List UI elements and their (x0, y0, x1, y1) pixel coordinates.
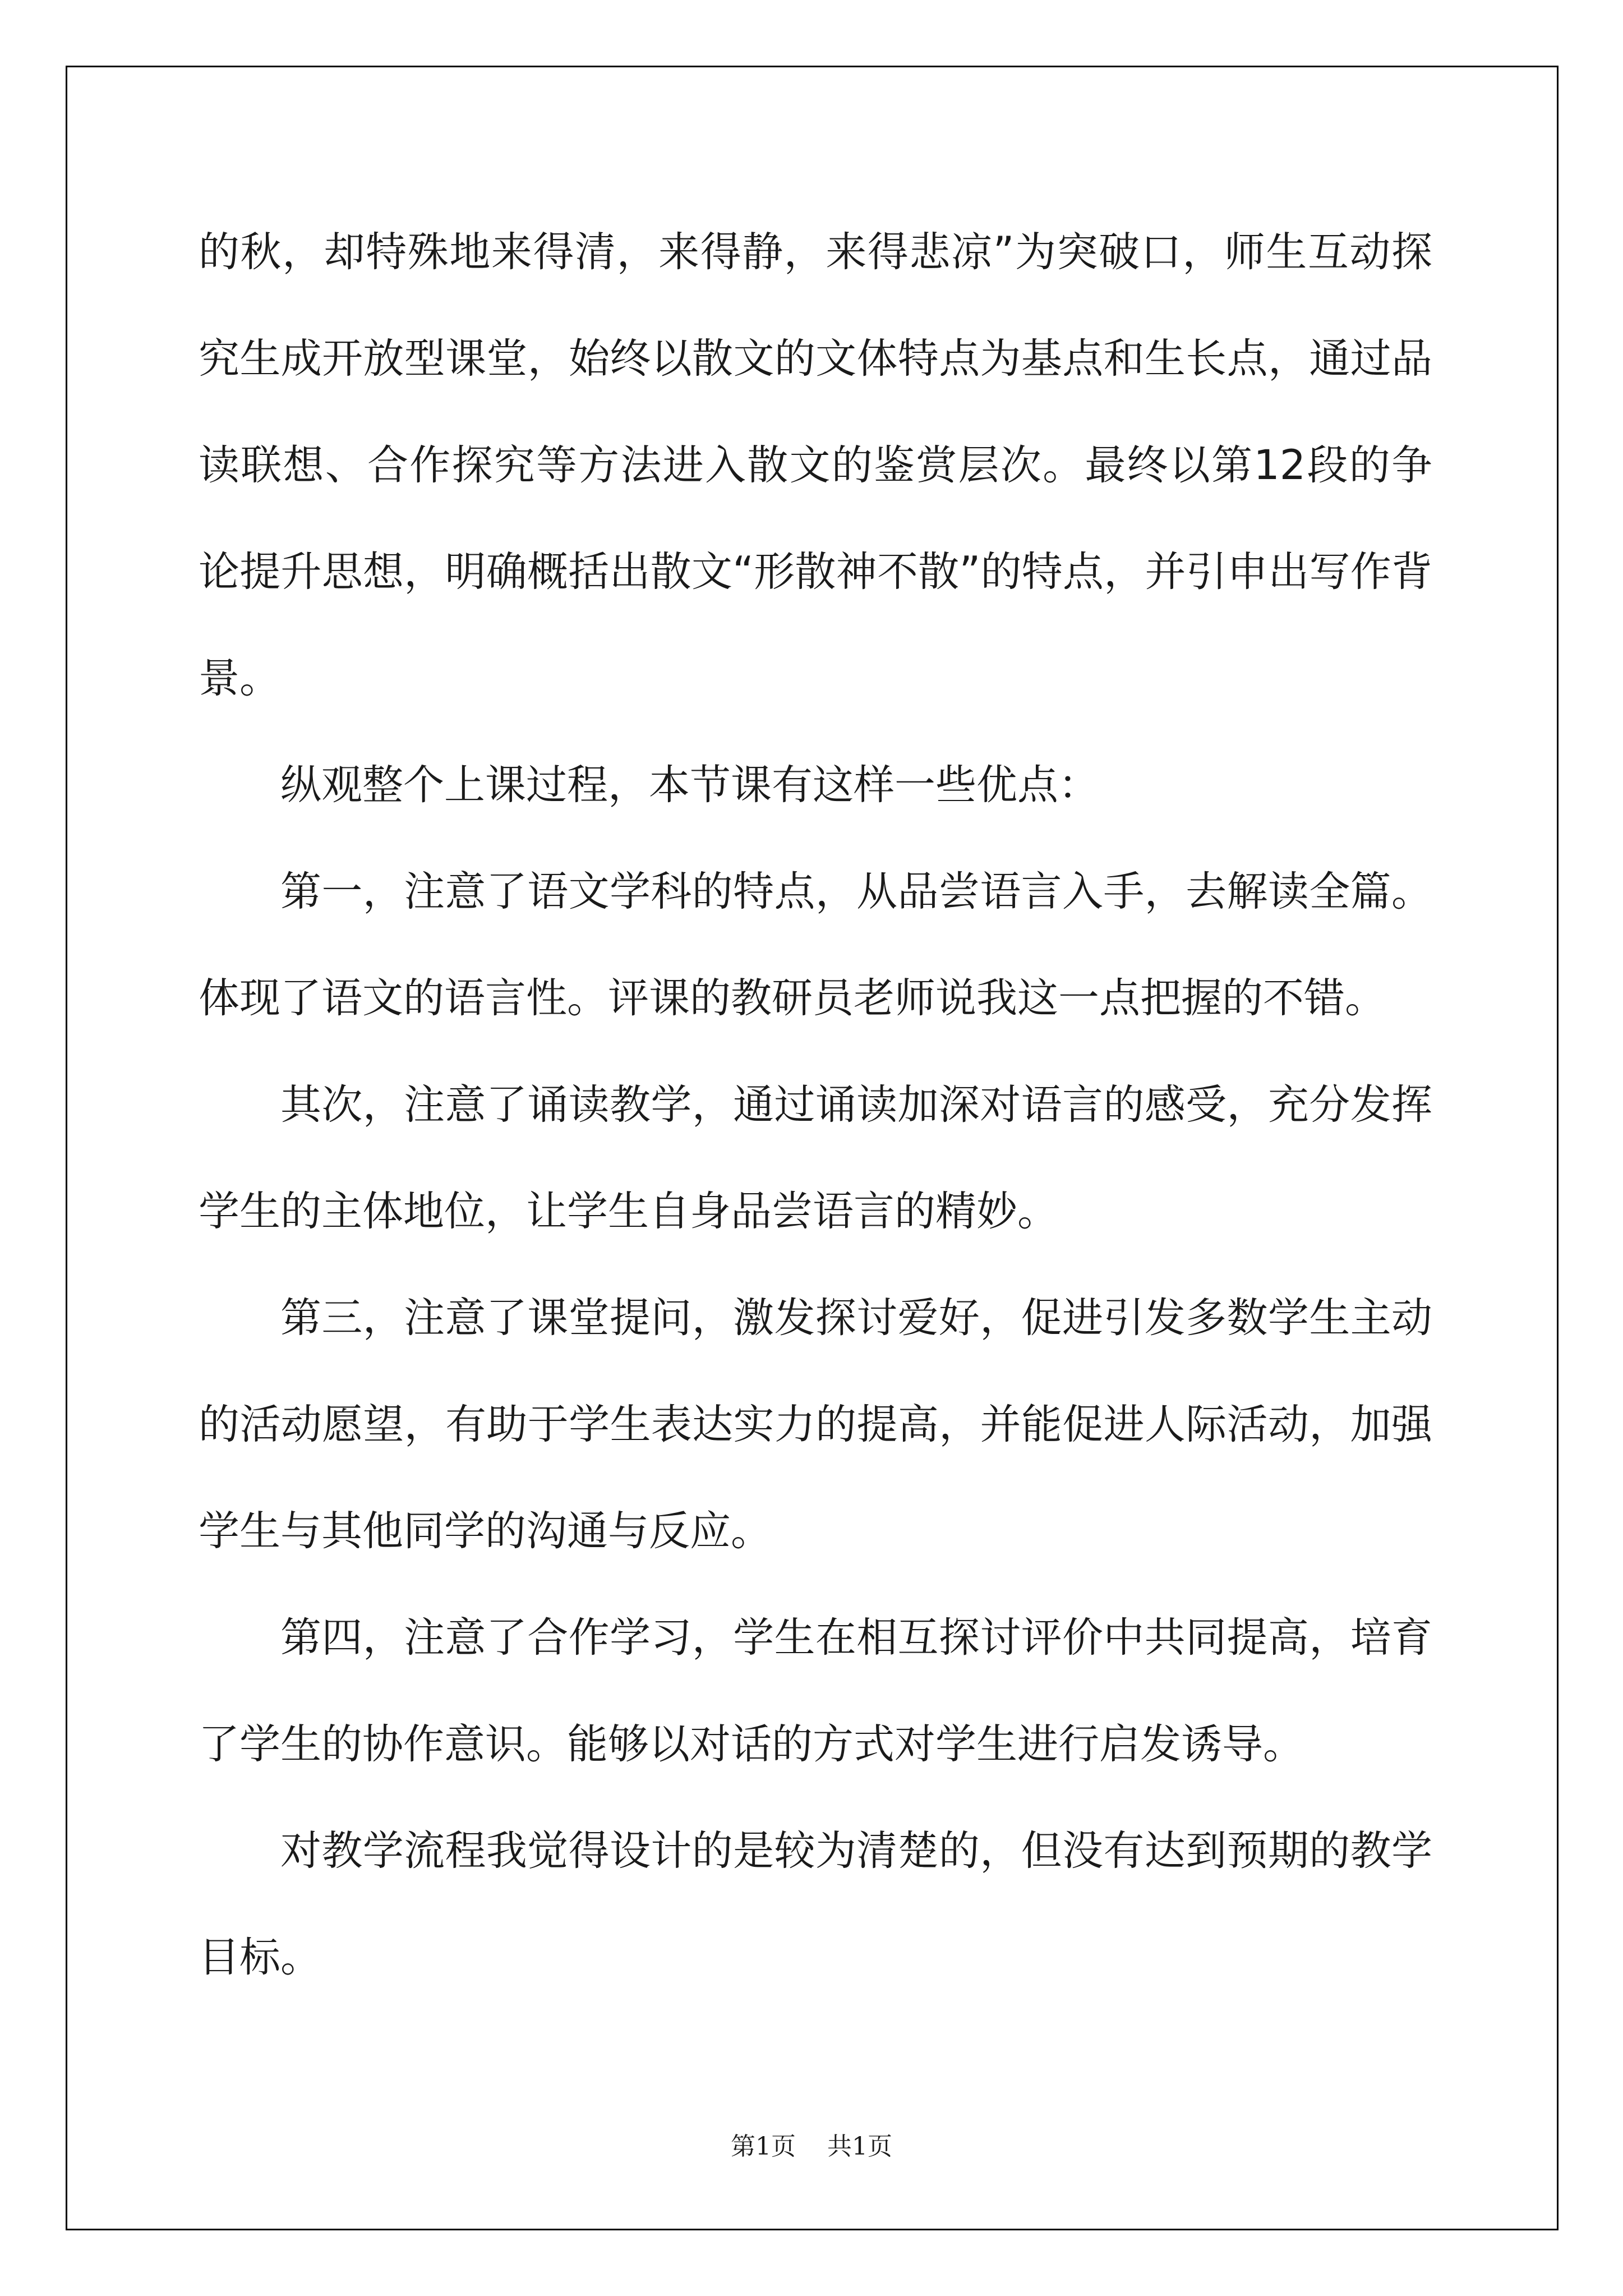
page-number: 第1页 (731, 2132, 796, 2161)
paragraph: 的秋，却特殊地来得清，来得静，来得悲凉”为突破口，师生互动探究生成开放型课堂，始终以散文的文体特点为基点和生长点，通过品读联想、合作探究等方法进入散文的鉴赏层次。最终以第12段的争论提升思想，明确概括出散文“形散神不散”的特点，并引申出写作背景。 (199, 228, 1432, 702)
page-footer (0, 2130, 1623, 2164)
paragraph: 纵观整个上课过程，本节课有这样一些优点： (280, 761, 1099, 809)
paragraph: 第四，注意了合作学习，学生在相互探讨评价中共同提高，培育了学生的协作意识。能够以对话的方式对学生进行启发诱导。 (199, 1614, 1432, 1768)
document-body (199, 199, 1432, 2011)
paragraph: 其次，注意了诵读教学，通过诵读加深对语言的感受，充分发挥学生的主体地位，让学生自身品尝语言的精妙。 (199, 1081, 1432, 1235)
paragraph: 第一，注意了语文学科的特点，从品尝语言入手，去解读全篇。体现了语文的语言性。评课的教研员老师说我这一点把握的不错。 (199, 868, 1432, 1022)
paragraph: 对教学流程我觉得设计的是较为清楚的，但没有达到预期的教学目标。 (199, 1827, 1432, 1981)
page-total: 共1页 (827, 2132, 892, 2161)
paragraph: 第三，注意了课堂提问，激发探讨爱好，促进引发多数学生主动的活动愿望，有助于学生表达实力的提高，并能促进人际活动，加强学生与其他同学的沟通与反应。 (199, 1294, 1432, 1555)
